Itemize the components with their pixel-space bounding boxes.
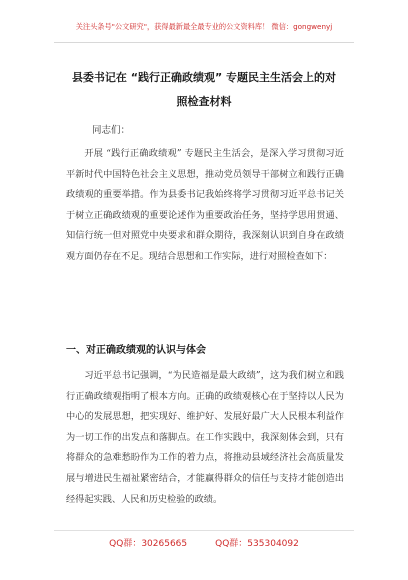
- section-heading-1: 一、对正确政绩观的认识与体会: [66, 345, 206, 356]
- section-1-paragraph: 习近平总书记强调，“为民造福是最大政绩”，这为我们树立和践行正确政绩观指明了根本方向。正确的政绩观核心在于坚持以人民为中心的发展思想，把实现好、维护好、发展好最广大人民根本利益作为一切工作的出发点和落脚点。在工作实践中，我深刻体会到，只有将群众的急难愁盼作为工作的着力点，将推动县域经济社会高质量发展与增进民生福祉紧密结合，才能赢得群众的信任与支持才能创造出经得起实践、人民和历史检验的政绩。: [66, 370, 344, 505]
- intro-paragraph: 开展 “践行正确政绩观” 专题民主生活会，是深入学习贯彻习近平新时代中国特色社会主义思想，推动党员领导干部树立和践行正确政绩观的重要举措。作为县委书记我始终将学习贯彻习近平总书记关于树立正确政绩观的重要论述作为重要政治任务，坚持学思用贯通、知信行统一但对照党中央要求和群众期待，我深刻认识到自身在政绩观方面仍存在不足。现结合思想和工作实际，进行对照检查如下：: [66, 148, 344, 262]
- document-title: [56, 66, 352, 114]
- footer-divider: [54, 530, 354, 531]
- footer-qq-group-1: QQ群：30265665: [109, 539, 188, 549]
- header-promo-note: 关注头条号"公文研究"，获得最新最全最专业的公文资料库！ 微信：gongwenyj: [75, 22, 333, 31]
- salutation: 同志们：: [92, 125, 131, 136]
- footer-contact: [0, 536, 408, 549]
- footer-qq-group-2: QQ群：535304092: [215, 539, 299, 549]
- document-title-line-2: 照检查材料: [176, 95, 232, 108]
- document-title-line-1: 县委书记在 “践行正确政绩观” 专题民主生活会上的对: [71, 71, 337, 84]
- header-divider: [54, 42, 354, 43]
